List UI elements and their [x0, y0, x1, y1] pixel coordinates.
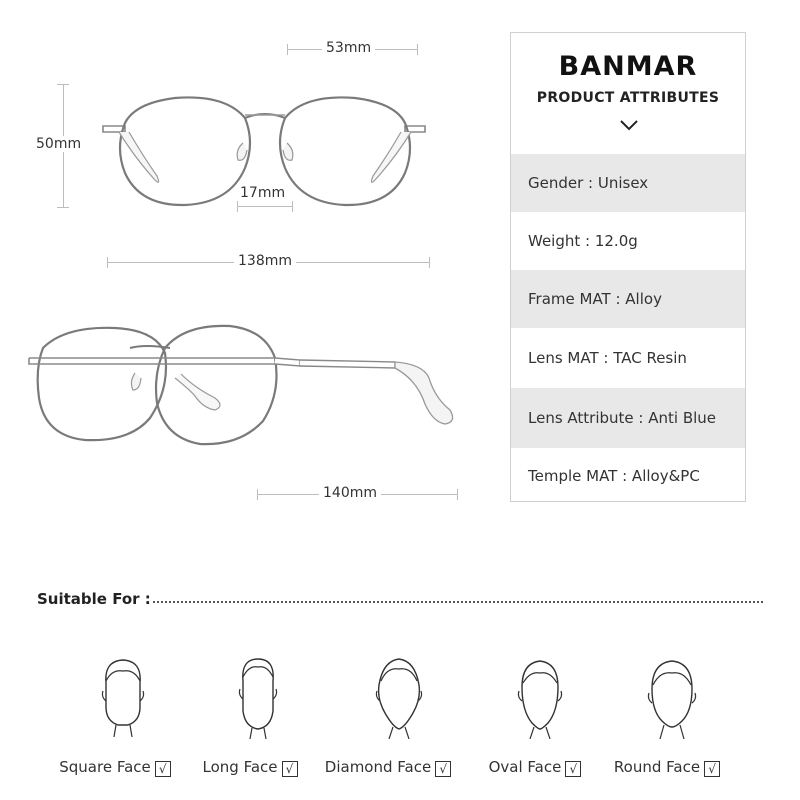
lens-width-label: 53mm — [322, 40, 375, 56]
dotted-divider — [153, 601, 763, 603]
face-label-diamond: Diamond Face — [324, 758, 432, 776]
brand-logo: BANMAR — [558, 51, 698, 82]
chevron-down-icon — [619, 119, 639, 131]
face-round — [592, 655, 742, 785]
face-square — [40, 655, 190, 785]
temple-length-label: 140mm — [319, 485, 381, 501]
attribute-lens-mat: Lens MAT : TAC Resin — [528, 349, 687, 367]
checkbox-diamond: √ — [435, 761, 451, 777]
attribute-temple-mat: Temple MAT : Alloy&PC — [528, 467, 700, 485]
panel-title: PRODUCT ATTRIBUTES — [536, 90, 720, 106]
checkbox-oval: √ — [565, 761, 581, 777]
glasses-side-view — [25, 318, 465, 450]
face-label-round: Round Face — [613, 758, 701, 776]
attribute-gender: Gender : Unisex — [511, 154, 745, 212]
long-face-icon — [233, 655, 283, 739]
checkbox-square: √ — [155, 761, 171, 777]
face-long — [175, 655, 325, 785]
face-label-oval: Oval Face — [488, 758, 562, 776]
attribute-frame-mat: Frame MAT : Alloy — [511, 270, 745, 328]
diamond-face-icon — [371, 655, 427, 739]
attribute-weight: Weight : 12.0g — [528, 232, 638, 250]
product-attributes-panel — [510, 32, 746, 502]
frame-width-label: 138mm — [234, 253, 296, 269]
checkbox-long: √ — [282, 761, 298, 777]
face-oval — [460, 655, 610, 785]
face-diamond — [313, 655, 463, 785]
round-face-icon — [644, 655, 700, 739]
checkbox-round: √ — [704, 761, 720, 777]
face-label-square: Square Face — [59, 758, 151, 776]
face-label-long: Long Face — [202, 758, 278, 776]
square-face-icon — [98, 655, 148, 737]
suitable-for-label: Suitable For : — [37, 590, 151, 608]
bridge-line — [237, 206, 293, 207]
attribute-lens-attribute: Lens Attribute : Anti Blue — [511, 388, 745, 448]
lens-height-label: 50mm — [32, 136, 85, 152]
bridge-label: 17mm — [236, 185, 289, 201]
oval-face-icon — [512, 655, 568, 739]
